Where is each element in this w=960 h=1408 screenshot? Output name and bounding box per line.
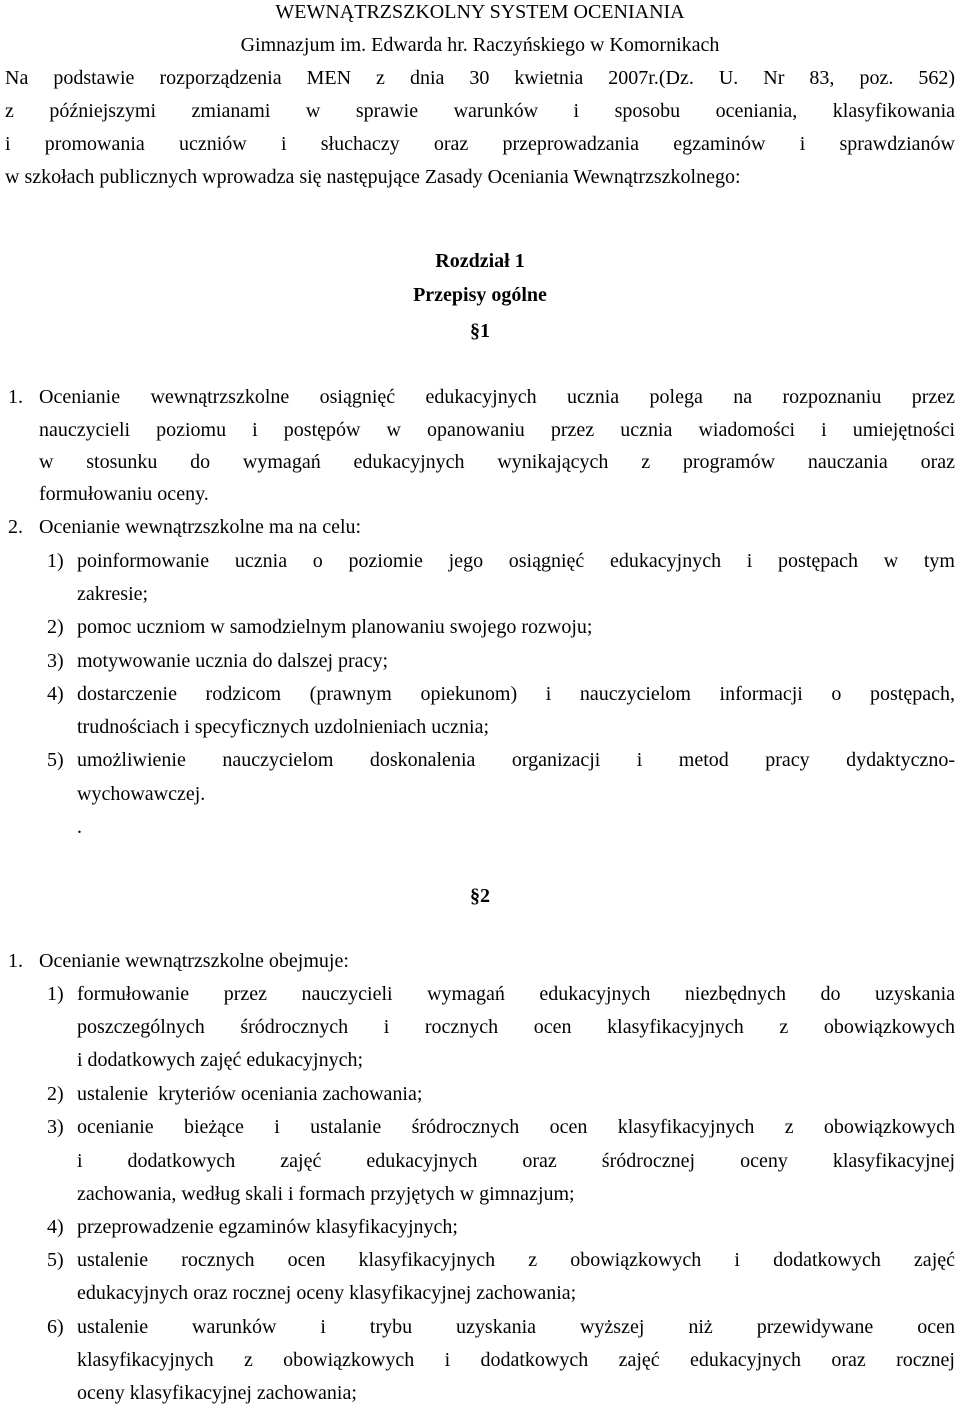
item-number: 3) — [47, 650, 64, 672]
item-number: 5) — [47, 749, 64, 771]
list-item-line: edukacyjnych oraz rocznej oceny klasyfikacyjnej zachowania; — [77, 1282, 577, 1304]
list-item-line: zachowania, według skali i formach przyjętych w gimnazjum; — [77, 1183, 575, 1205]
list-item-line: i dodatkowych zajęć edukacyjnych oraz śródrocznej oceny klasyfikacyjnej — [77, 1150, 955, 1172]
list-item-line: i dodatkowych zajęć edukacyjnych; — [77, 1049, 363, 1071]
item-number: 1) — [47, 983, 64, 1005]
preamble-line: i promowania uczniów i słuchaczy oraz przeprowadzania egzaminów i sprawdzianów — [5, 133, 955, 155]
paragraph-intro: Ocenianie wewnątrzszkolne ma na celu: — [39, 516, 362, 538]
item-number: 5) — [47, 1249, 64, 1271]
list-item-line: zakresie; — [77, 583, 149, 605]
point-number: 1. — [8, 386, 23, 408]
item-number: 2) — [47, 616, 64, 638]
chapter-title: Rozdział 1 — [435, 250, 525, 272]
item-number: 2) — [47, 1083, 64, 1105]
list-item-line: motywowanie ucznia do dalszej pracy; — [77, 650, 388, 672]
paragraph-line: Ocenianie wewnątrzszkolne osiągnięć edukacyjnych ucznia polega na rozpoznaniu przez — [39, 386, 955, 408]
point-number: 2. — [8, 516, 23, 538]
chapter-subtitle: Przepisy ogólne — [413, 284, 547, 306]
list-item-line: poszczególnych śródrocznych i rocznych ocen klasyfikacyjnych z obowiązkowych — [77, 1016, 955, 1038]
item-number: 1) — [47, 550, 64, 572]
list-item-line: przeprowadzenie egzaminów klasyfikacyjnych; — [77, 1216, 458, 1238]
section-mark: §2 — [470, 885, 490, 907]
list-item-line: klasyfikacyjnych z obowiązkowych i dodatkowych zajęć edukacyjnych oraz rocznej — [77, 1349, 955, 1371]
item-number: 4) — [47, 1216, 64, 1238]
paragraph-line: formułowaniu oceny. — [39, 483, 209, 505]
list-item-line: ustalenie rocznych ocen klasyfikacyjnych z obowiązkowych i dodatkowych zajęć — [77, 1249, 955, 1271]
paragraph-line: nauczycieli poziomu i postępów w opanowaniu przez ucznia wiadomości i umiejętności — [39, 419, 955, 441]
list-item-line: pomoc uczniom w samodzielnym planowaniu swojego rozwoju; — [77, 616, 593, 638]
paragraph-intro: Ocenianie wewnątrzszkolne obejmuje: — [39, 950, 349, 972]
list-item-line: umożliwienie nauczycielom doskonalenia organizacji i metod pracy dydaktyczno- — [77, 749, 955, 771]
item-number: 3) — [47, 1116, 64, 1138]
list-item-line: formułowanie przez nauczycieli wymagań edukacyjnych niezbędnych do uzyskania — [77, 983, 955, 1005]
list-item-line: ustalenie warunków i trybu uzyskania wyższej niż przewidywane ocen — [77, 1316, 955, 1338]
preamble-line: Na podstawie rozporządzenia MEN z dnia 30 kwietnia 2007r.(Dz. U. Nr 83, poz. 562) — [5, 67, 955, 89]
item-number: 6) — [47, 1316, 64, 1338]
section-mark: §1 — [470, 320, 490, 342]
list-item-line: oceny klasyfikacyjnej zachowania; — [77, 1382, 357, 1404]
preamble-line: z późniejszymi zmianami w sprawie warunków i sposobu oceniania, klasyfikowania — [5, 100, 955, 122]
list-item-line: ocenianie bieżące i ustalanie śródrocznych ocen klasyfikacyjnych z obowiązkowych — [77, 1116, 955, 1138]
preamble-line: w szkołach publicznych wprowadza się następujące Zasady Oceniania Wewnątrzszkolnego: — [5, 166, 741, 188]
list-item-line: ustalenie kryteriów oceniania zachowania; — [77, 1083, 423, 1105]
paragraph-line: w stosunku do wymagań edukacyjnych wynikających z programów nauczania oraz — [39, 451, 955, 473]
trailing-dot: . — [77, 816, 82, 838]
document-title: WEWNĄTRZSZKOLNY SYSTEM OCENIANIA — [275, 1, 685, 23]
list-item-line: dostarczenie rodzicom (prawnym opiekunom) i nauczycielom informacji o postępach, — [77, 683, 955, 705]
list-item-line: trudnościach i specyficznych uzdolnieniach ucznia; — [77, 716, 490, 738]
point-number: 1. — [8, 950, 23, 972]
school-name: Gimnazjum im. Edwarda hr. Raczyńskiego w Komornikach — [240, 34, 720, 56]
list-item-line: wychowawczej. — [77, 783, 206, 805]
list-item-line: poinformowanie ucznia o poziomie jego osiągnięć edukacyjnych i postępach w tym — [77, 550, 955, 572]
item-number: 4) — [47, 683, 64, 705]
